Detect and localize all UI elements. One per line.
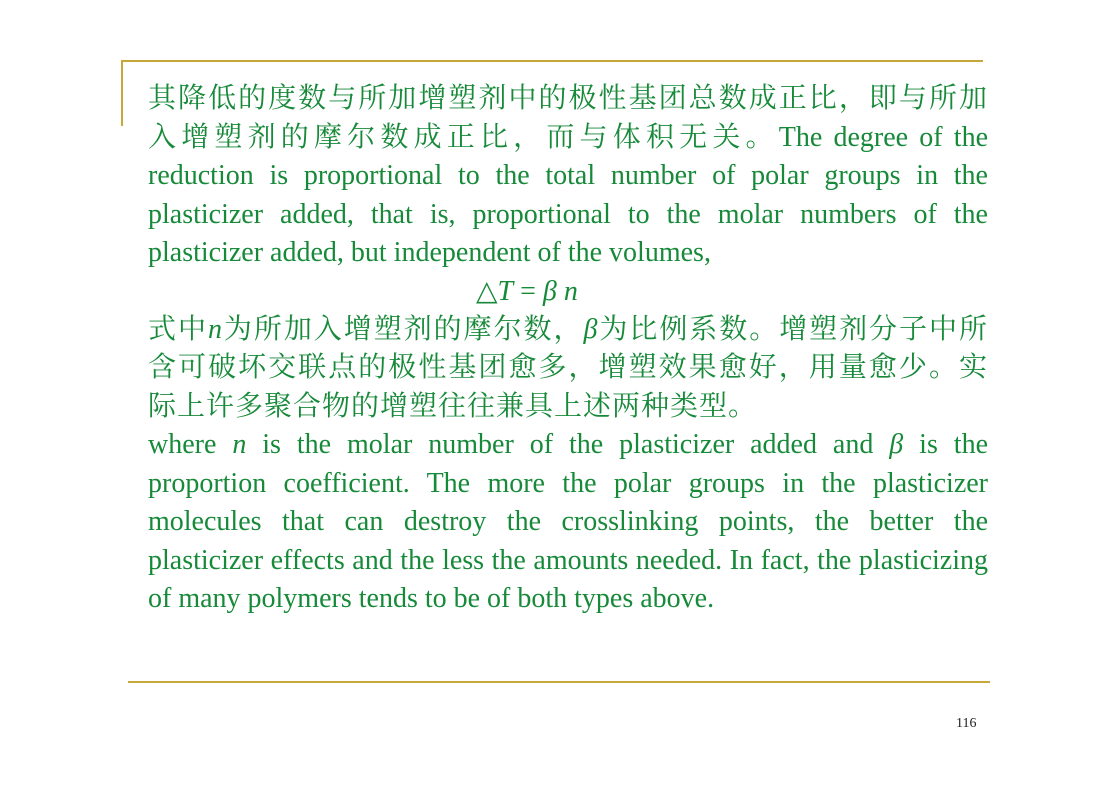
definition-text-a: 式中	[148, 313, 208, 345]
top-divider-line	[121, 60, 983, 62]
english-text-b: is the molar number of the plasticizer added and	[246, 429, 890, 460]
definition-variable-n: n	[207, 313, 223, 345]
formula-variable-n: n	[563, 275, 578, 307]
english-text-c: is the proportion coefficient. The more the polar groups in the plasticizer molecules that can destroy the crosslinking points, the better the plasticizer effects and the less the amounts needed. In fact, the plasticizing of many polymers tends to be of both types above.	[148, 429, 989, 614]
paragraph-proportionality	[148, 80, 988, 273]
formula-delta-t	[148, 273, 988, 311]
formula-variable-t: T	[497, 275, 514, 307]
english-text-a: where	[148, 429, 233, 460]
paragraph-definition-chinese	[148, 311, 988, 427]
formula-variable-beta: β	[542, 275, 557, 307]
left-accent-line	[121, 60, 123, 126]
formula-equals: =	[513, 275, 543, 307]
definition-text-b: 为所加入增塑剂的摩尔数，	[222, 313, 584, 345]
formula-delta-symbol: △	[476, 275, 498, 307]
english-variable-beta: β	[889, 429, 904, 460]
paragraph-proportionality-chinese: 其降低的度数与所加增塑剂中的极性基团总数成正比，即与所加入增塑剂的摩尔数成正比，而与体积无关。	[148, 83, 988, 153]
page-number: 116	[956, 716, 977, 731]
definition-variable-beta: β	[583, 313, 599, 345]
paragraph-proportionality-english: The degree of the reduction is proportional to the total number of polar groups in the plasticizer added, that is, proportional to the molar numbers of the plasticizer added, but independent of the volumes,	[148, 121, 988, 268]
paragraph-definition-english	[148, 426, 988, 619]
definition-text-c: 为比例系数。增塑剂分子中所含可破坏交联点的极性基团愈多，增塑效果愈好，用量愈少。实际上许多聚合物的增塑往往兼具上述两种类型。	[148, 313, 988, 422]
bottom-divider-line	[128, 681, 990, 683]
english-variable-n: n	[232, 429, 247, 460]
slide-body	[148, 80, 988, 619]
